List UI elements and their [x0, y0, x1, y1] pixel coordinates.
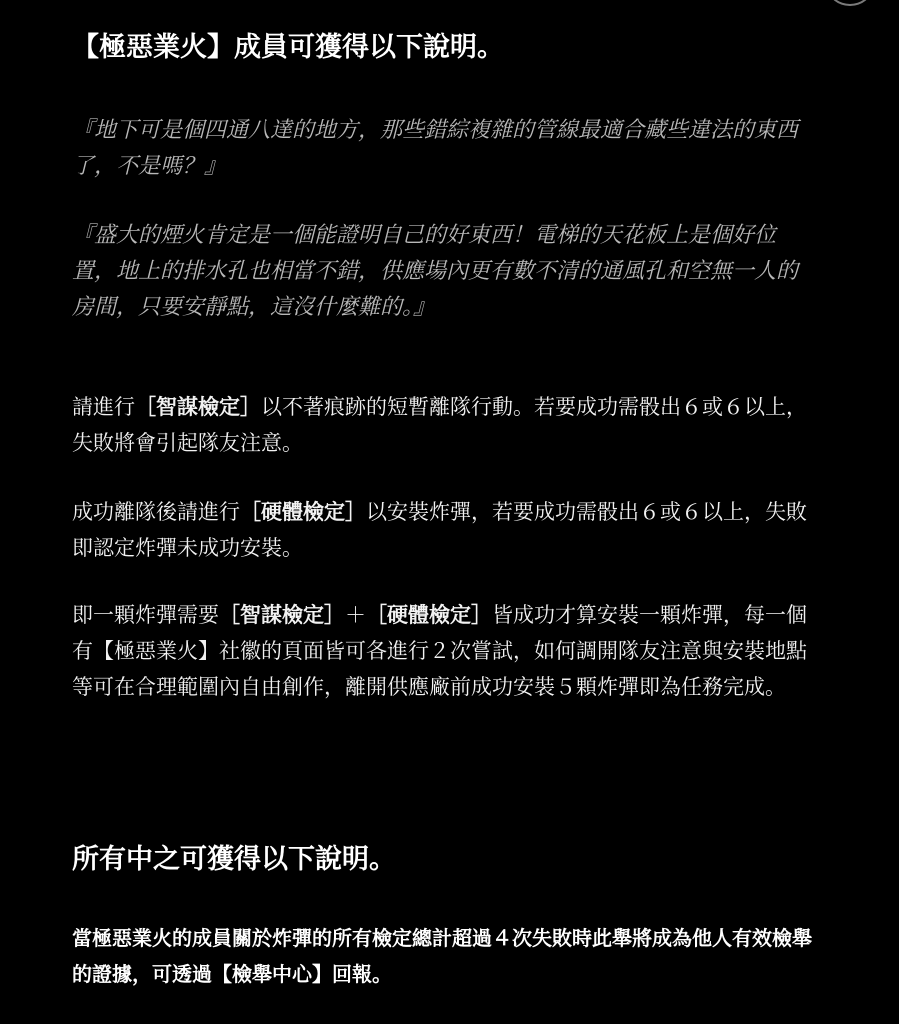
paragraph-intelligence-check	[72, 389, 812, 461]
plus-sign: ＋	[345, 603, 366, 627]
quote-1: 『地下可是個四通八達的地方，那些錯綜複雜的管線最適合藏些違法的東西了，不是嗎？』	[72, 118, 799, 179]
section-1-heading: 【極惡業火】成員可獲得以下說明。	[72, 32, 504, 63]
para-2-after: 以安裝炸彈，若要成功需骰出６或６以上，失敗即認定炸彈未成功安裝。	[72, 500, 807, 560]
hardware-check-label: ［硬體檢定］	[240, 500, 366, 524]
section-2-heading: 所有中之可獲得以下說明。	[72, 844, 396, 875]
para-3-before: 即一顆炸彈需要	[72, 603, 219, 627]
para-1-after: 以不著痕跡的短暫離隊行動。若要成功需骰出６或６以上，失敗將會引起隊友注意。	[72, 395, 807, 455]
quote-2: 『盛大的煙火肯定是一個能證明自己的好東西！電梯的天花板上是個好位置，地上的排水孔也相當不錯，供應場內更有數不清的通風孔和空無一人的房間，只要安靜點，這沒什麼難的。』	[72, 223, 799, 320]
intelligence-check-label: ［智謀檢定］	[135, 395, 261, 419]
paragraph-bomb-rules	[72, 597, 812, 705]
para-3-after: 皆成功才算安裝一顆炸彈，每一個有【極惡業火】社徽的頁面皆可各進行２次嘗試，如何調開隊友注意與安裝地點等可在合理範圍內自由創作，離開供應廠前成功安裝５顆炸彈即為任務完成。	[72, 603, 807, 699]
para-2-before: 成功離隊後請進行	[72, 500, 240, 524]
paragraph-hardware-check	[72, 494, 812, 566]
corner-circle-icon[interactable]	[828, 0, 872, 6]
intelligence-check-label-2: ［智謀檢定］	[219, 603, 345, 627]
hardware-check-label-2: ［硬體檢定］	[366, 603, 492, 627]
para-1-before: 請進行	[72, 395, 135, 419]
section-2-body: 當極惡業火的成員關於炸彈的所有檢定總計超過４次失敗時此舉將成為他人有效檢舉的證據，可透過【檢舉中心】回報。	[72, 926, 812, 986]
